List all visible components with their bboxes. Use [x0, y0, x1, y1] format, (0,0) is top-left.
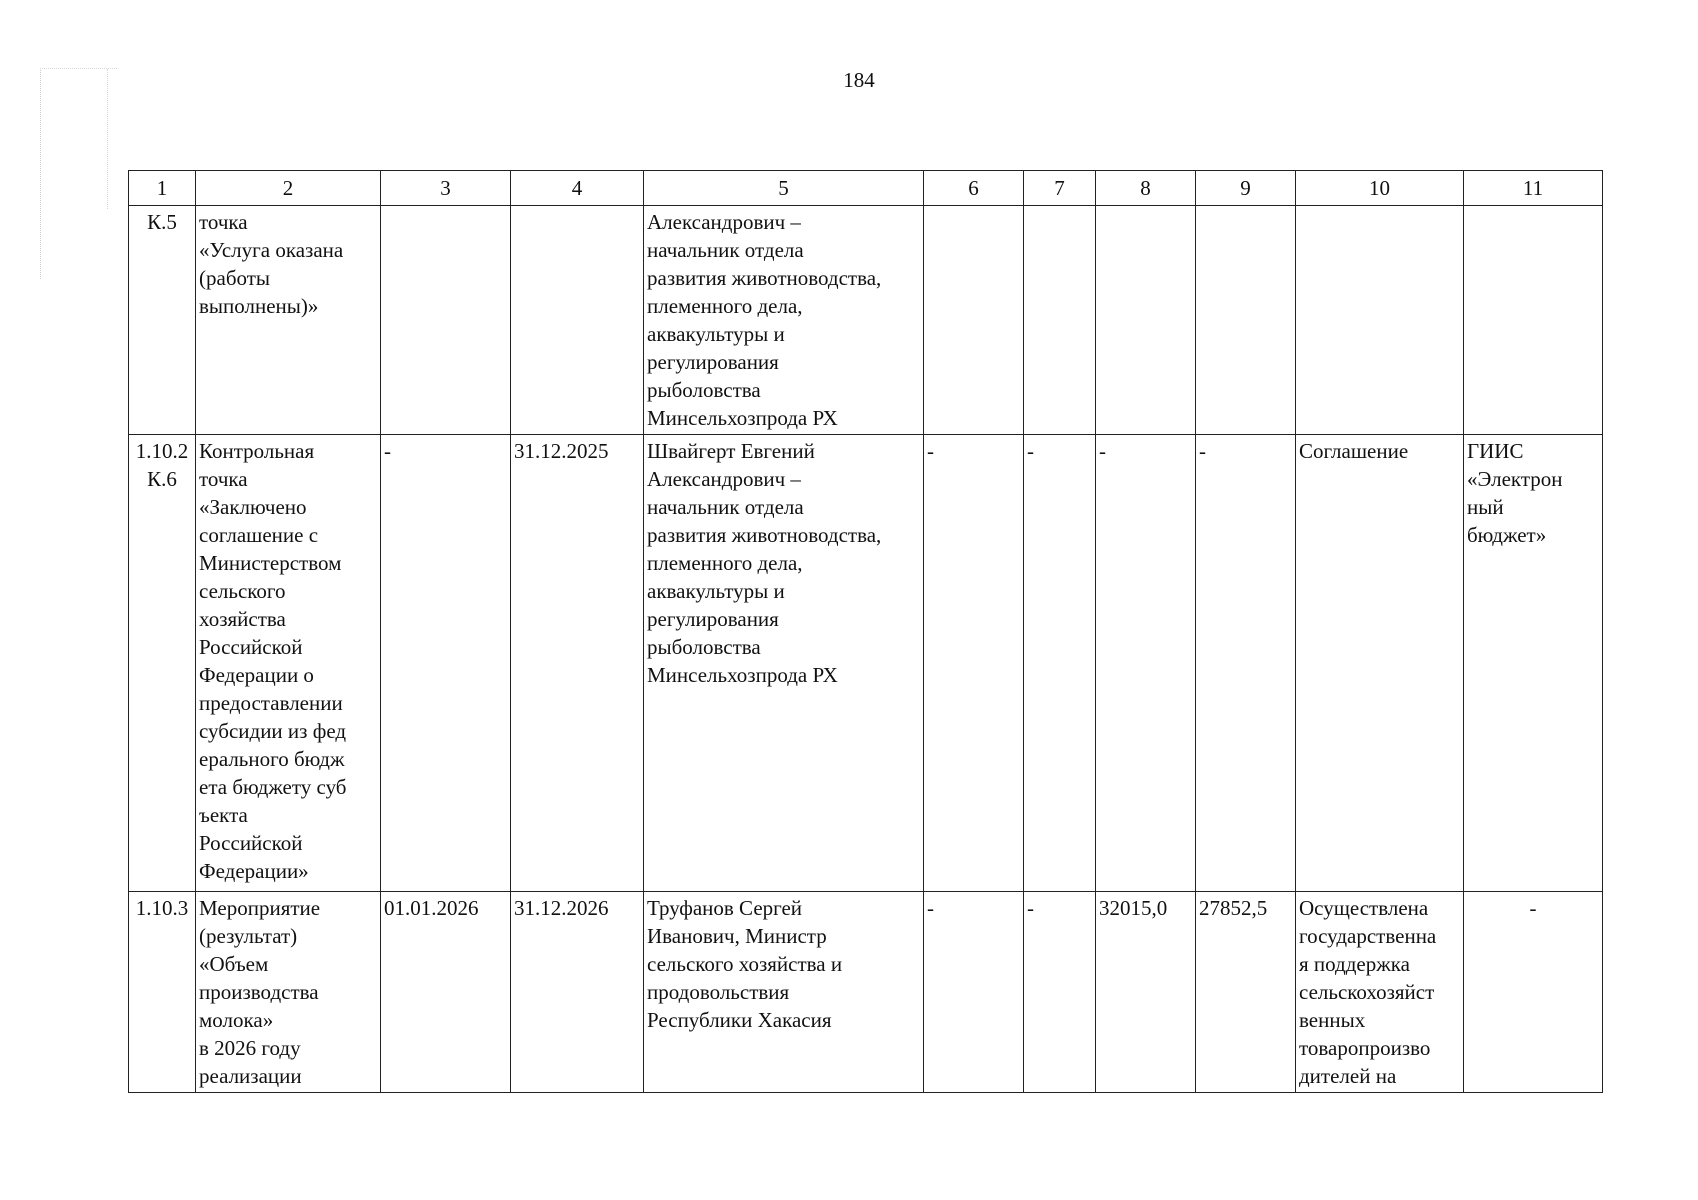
col8-cell: 32015,0: [1096, 892, 1196, 1093]
result-cell: [1296, 206, 1464, 435]
col7-cell: [1024, 206, 1096, 435]
description-cell: точка «Услуга оказана (работы выполнены)»: [196, 206, 381, 435]
header-cell-8: 8: [1096, 171, 1196, 206]
header-cell-11: 11: [1464, 171, 1603, 206]
table-header-row: [129, 171, 1603, 206]
header-cell-5: 5: [644, 171, 924, 206]
system-cell: [1464, 206, 1603, 435]
scan-margin-mark: [40, 68, 117, 279]
responsible-cell: Труфанов Сергей Иванович, Министр сельского хозяйства и продовольствия Республики Хакасия: [644, 892, 924, 1093]
col6-cell: [924, 206, 1024, 435]
col7-cell: -: [1024, 892, 1096, 1093]
header-cell-1: 1: [129, 171, 196, 206]
start-date-cell: -: [381, 435, 511, 892]
header-cell-4: 4: [511, 171, 644, 206]
row-number-cell: К.5: [129, 206, 196, 435]
header-cell-2: 2: [196, 171, 381, 206]
page-number: 184: [843, 68, 875, 92]
col9-cell: 27852,5: [1196, 892, 1296, 1093]
start-date-cell: 01.01.2026: [381, 892, 511, 1093]
system-cell: -: [1464, 892, 1603, 1093]
table-row: [129, 892, 1603, 1093]
header-cell-10: 10: [1296, 171, 1464, 206]
header-cell-3: 3: [381, 171, 511, 206]
responsible-cell: Александрович – начальник отдела развития животноводства, племенного дела, аквакультуры и регулирования рыболовства Минсельхозпрода РХ: [644, 206, 924, 435]
end-date-cell: 31.12.2026: [511, 892, 644, 1093]
col9-cell: -: [1196, 435, 1296, 892]
col9-cell: [1196, 206, 1296, 435]
header-cell-7: 7: [1024, 171, 1096, 206]
responsible-cell: Швайгерт Евгений Александрович – начальник отдела развития животноводства, племенного дела, аквакультуры и регулирования рыболовства Минсельхозпрода РХ: [644, 435, 924, 892]
result-cell: Осуществлена государственна я поддержка сельскохозяйст венных товаропроизво дителей на: [1296, 892, 1464, 1093]
col6-cell: -: [924, 435, 1024, 892]
description-cell: Контрольная точка «Заключено соглашение с Министерством сельского хозяйства Российской Федерации о предоставлении субсидии из фед ерального бюдж ета бюджету суб ъекта Российской Федерации»: [196, 435, 381, 892]
row-number-cell: 1.10.2 К.6: [129, 435, 196, 892]
col8-cell: [1096, 206, 1196, 435]
end-date-cell: 31.12.2025: [511, 435, 644, 892]
col8-cell: -: [1096, 435, 1196, 892]
col6-cell: -: [924, 892, 1024, 1093]
header-cell-6: 6: [924, 171, 1024, 206]
header-cell-9: 9: [1196, 171, 1296, 206]
data-table: [128, 170, 1603, 1093]
table-row: [129, 435, 1603, 892]
row-number-cell: 1.10.3: [129, 892, 196, 1093]
table-row: [129, 206, 1603, 435]
col7-cell: -: [1024, 435, 1096, 892]
end-date-cell: [511, 206, 644, 435]
result-cell: Соглашение: [1296, 435, 1464, 892]
start-date-cell: [381, 206, 511, 435]
system-cell: ГИИС «Электрон ный бюджет»: [1464, 435, 1603, 892]
description-cell: Мероприятие (результат) «Объем производства молока» в 2026 году реализации: [196, 892, 381, 1093]
